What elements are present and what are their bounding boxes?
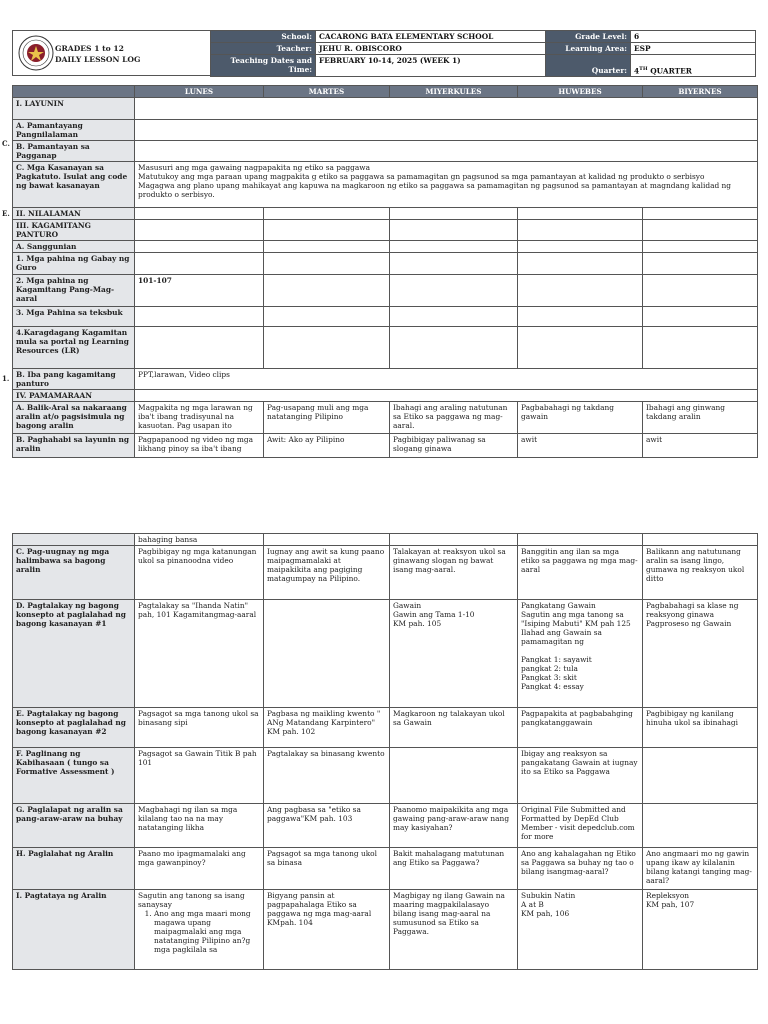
title-line2: DAILY LESSON LOG	[55, 55, 141, 64]
paghahabi-martes: Awit: Ako ay Pilipino	[264, 434, 390, 458]
paglalapat-martes: Ang pagbasa sa "etiko sa paggawa"KM pah. 103	[264, 804, 390, 848]
pagtalakay2-martes: Pagbasa ng maikling kwento " ANg Matandang Karpintero" KM pah. 102	[264, 708, 390, 748]
row-kagamitang-pang-mag-aaral: 2. Mga pahina ng Kagamitang Pang-Mag-aaral	[13, 275, 135, 307]
pagtalakay1-huwebes: Pangkatang Gawain Sagutin ang mga tanong sa "Isiping Mabuti" KM pah 125 Ilahad ang Gawain sa pamamagitan ng Pangkat 1: sayawit pangkat 2: tula Pangkat 3: skit Pangkat 4: essay	[518, 600, 643, 708]
paglalahat-miyerkules: Bakit mahalagang matutunan ang Etiko sa Paggawa?	[390, 848, 518, 890]
side-mark-c: C.	[2, 139, 10, 148]
side-mark-1: 1.	[2, 374, 10, 383]
day-header-miyerkules: MIYERKULES	[390, 86, 518, 98]
pagtalakay1-miyerkules: Gawain Gawin ang Tama 1-10 KM pah. 105	[390, 600, 518, 708]
kagamitang-pages-value: 101-107	[135, 275, 264, 307]
area-label: Learning Area:	[546, 43, 631, 55]
pag-uugnay-martes: Iugnay ang awit sa kung paano maipagmamalaki at maipakikita ang pagiging matagumpay na Pilipino.	[264, 546, 390, 600]
side-mark-e: E.	[2, 209, 10, 218]
paglalahat-lunes: Paano mo ipagmamalaki ang mga gawanpinoy?	[135, 848, 264, 890]
pag-uugnay-miyerkules: Talakayan at reaksyon ukol sa ginawang slogan ng bawat isang mag-aaral.	[390, 546, 518, 600]
paglinang-miyerkules	[390, 748, 518, 804]
title-line1: GRADES 1 to 12	[55, 44, 124, 53]
row-pag-uugnay: C. Pag-uugnay ng mga halimbawa sa bagong aralin	[13, 546, 135, 600]
pag-uugnay-huwebes: Banggitin ang ilan sa mga etiko sa paggawa ng mga mag-aaral	[518, 546, 643, 600]
quarter-value: 4TH QUARTER	[631, 55, 756, 77]
continued-text: bahaging bansa	[135, 534, 264, 546]
pagtataya-miyerkules: Magbigay ng ilang Gawain na maaring magpakilalasayo bilang isang mag-aaral na sumusunod sa Etiko sa Paggawa.	[390, 890, 518, 970]
pag-uugnay-biyernes: Balikann ang natutunang aralin sa isang lingo, gumawa ng reaksyon ukol ditto	[643, 546, 758, 600]
paghahabi-miyerkules: Pagbibigay paliwanag sa slogang ginawa	[390, 434, 518, 458]
balik-aral-biyernes: Ibahagi ang ginwang takdang aralin	[643, 402, 758, 434]
pagtataya-martes: Bigyang pansin at pagpapahalaga Etiko sa paggawa ng mga mag-aaral KMpah. 104	[264, 890, 390, 970]
paglalapat-huwebes: Original File Submitted and Formatted by DepEd Club Member - visit depedclub.com for more	[518, 804, 643, 848]
pagtalakay1-biyernes: Pagbabahagi sa klase ng reaksyong ginawa Pagproseso ng Gawain	[643, 600, 758, 708]
row-iba-pang-kagamitan: B. Iba pang kagamitang panturo	[13, 369, 135, 390]
teacher-label: Teacher:	[211, 43, 316, 55]
paglinang-biyernes	[643, 748, 758, 804]
row-paghahabi: B. Paghahabi sa layunin ng aralin	[13, 434, 135, 458]
row-paglinang: F. Paglinang ng Kabihasaan ( tungo sa Formative Assessment )	[13, 748, 135, 804]
pagtalakay1-martes	[264, 600, 390, 708]
pagtalakay1-lunes: Pagtalakay sa "Ihanda Natin" pah, 101 Kagamitangmag-aaral	[135, 600, 264, 708]
row-layunin: I. LAYUNIN	[13, 98, 135, 120]
row-sanggunian: A. Sanggunian	[13, 241, 135, 253]
row-nilalaman: II. NILALAMAN	[13, 208, 135, 220]
iba-pang-kagamitan-value: PPT,larawan, Video clips	[135, 369, 758, 390]
quarter-label: Quarter:	[546, 55, 631, 77]
day-header-lunes: LUNES	[135, 86, 264, 98]
row-gabay-ng-guro: 1. Mga pahina ng Gabay ng Guro	[13, 253, 135, 275]
pagtataya-biyernes: Repleksyon KM pah, 107	[643, 890, 758, 970]
paglinang-huwebes: Ibigay ang reaksyon sa pangakatang Gawain at iugnay ito sa Etiko sa Paggawa	[518, 748, 643, 804]
day-header-biyernes: BIYERNES	[643, 86, 758, 98]
balik-aral-huwebes: Pagbabahagi ng takdang gawain	[518, 402, 643, 434]
pagtalakay2-huwebes: Pagpapakita at pagbabahgin​g pangkatanggawain	[518, 708, 643, 748]
paglalahat-biyernes: Ano angmaari mo ng gawin upang ikaw ay kilalanin bilang katangi tanging mag-aaral?	[643, 848, 758, 890]
row-teksbuk: 3. Mga Pahina sa teksbuk	[13, 307, 135, 327]
school-label: School:	[211, 31, 316, 43]
paglinang-martes: Pagtalakay sa binasang kwento	[264, 748, 390, 804]
balik-aral-miyerkules: Ibahagi ang araling natutunan sa Etiko sa paggawa ng mag-aaral.	[390, 402, 518, 434]
paglinang-lunes: Pagsagot sa Gawain Titik B pah 101	[135, 748, 264, 804]
teacher-value: JEHU R. OBISCORO	[316, 43, 546, 55]
area-value: ESP	[631, 43, 756, 55]
paghahabi-lunes: Pagpapanood ng video ng mga likhang pinoy sa iba't ibang	[135, 434, 264, 458]
grade-value: 6	[631, 31, 756, 43]
pagtataya-lunes: Sagutin ang tanong sa isang sanaysay 1. Ano ang mga maari mong magawa upang maipagmalaki ang mga natatanging Pilipino an?g mga pagkilala sa	[135, 890, 264, 970]
row-pagtalakay-2: E. Pagtalakay ng bagong konsepto at paglalahad ng bagong kasanayan #2	[13, 708, 135, 748]
balik-aral-lunes: Magpakita ng mga larawan ng iba't ibang tradisyunal na kasuotan. Pag usapan ito	[135, 402, 264, 434]
pag-uugnay-lunes: Pagbibigay ng mga katanungan ukol sa pinanoodna video	[135, 546, 264, 600]
paglalahat-huwebes: Ano ang kahalagahan ng Etiko sa Paggawa sa buhay ng tao o bilang isangmag-aaral?	[518, 848, 643, 890]
day-header-martes: MARTES	[264, 86, 390, 98]
row-pamamaraan: IV. PAMAMARAAN	[13, 390, 135, 402]
balik-aral-martes: Pag-usapang muli ang mga natatanging Pilipino	[264, 402, 390, 434]
row-pamantayang-pangnilalaman: A. Pamantayang Pangnilalaman	[13, 120, 135, 141]
header-logo-box	[12, 30, 212, 76]
pagtalakay2-biyernes: Pagbibigay ng kanilang hinuha ukol sa ibinahagi	[643, 708, 758, 748]
row-balik-aral: A. Balik-Aral sa nakaraang aralin at/o pagsisimula ng bagong aralin	[13, 402, 135, 434]
paglalapat-biyernes	[643, 804, 758, 848]
kasanayan-content: Masusuri ang mga gawaing nagpapakita ng etiko sa paggawa Matutukoy ang mga paraan upang magpakita g etiko sa paggawa sa pamamagitan gn pagsunod sa mga pamantayan at kalidad ng produkto o serbisyo Magagwa ang plano upang mahikayat ang kapuwa na magkaroon ng etiko sa paggawa sa pamamagitan ng pagsunod sa pamantayan at magndang kalidad ng produkto o serbisyo.	[135, 162, 758, 208]
lesson-table-page1	[12, 85, 758, 458]
lesson-table-page2	[12, 533, 758, 970]
paglalapat-lunes: Magbahagi ng ilan sa mga kilalang tao na na may natatanging likha	[135, 804, 264, 848]
school-value: CACARONG BATA ELEMENTARY SCHOOL	[316, 31, 546, 43]
pagtalakay2-miyerkules: Magkaroon ng talakayan ukol sa Gawain	[390, 708, 518, 748]
row-paglalahat: H. Paglalahat ng Aralin	[13, 848, 135, 890]
row-pagtataya: I. Pagtataya ng Aralin	[13, 890, 135, 970]
paghahabi-huwebes: awit	[518, 434, 643, 458]
paglalahat-martes: Pagsagot sa mga tanong ukol sa binasa	[264, 848, 390, 890]
paghahabi-biyernes: awit	[643, 434, 758, 458]
pagtataya-huwebes: Subukin Natin A at B KM pah, 106	[518, 890, 643, 970]
deped-seal-icon	[18, 35, 54, 71]
row-pagtalakay-1: D. Pagtalakay ng bagong konsepto at paglalahad ng bagong kasanayan #1	[13, 600, 135, 708]
row-kasanayan: C. Mga Kasanayan sa Pagkatuto. Isulat ang code ng bawat kasanayan	[13, 162, 135, 208]
row-kagamitang-panturo: III. KAGAMITANG PANTURO	[13, 220, 135, 241]
pagtalakay2-lunes: Pagsagot sa mga tanong ukol sa binasang sipi	[135, 708, 264, 748]
header-info-table	[210, 30, 756, 77]
row-pamantayan-sa-pagganap: B. Pamantayan sa Pagganap	[13, 141, 135, 162]
grade-label: Grade Level:	[546, 31, 631, 43]
row-karagdagang-kagamitan: 4.Karagdagang Kagamitan mula sa portal ng Learning Resources (LR)	[13, 327, 135, 369]
blank-header	[13, 86, 135, 98]
day-header-huwebes: HUWEBES	[518, 86, 643, 98]
dates-label: Teaching Dates and Time:	[211, 55, 316, 77]
paglalapat-miyerkules: Paanomo maipakikita ang mga gawaing pang-araw-araw nang may kasiyahan?	[390, 804, 518, 848]
dates-value: FEBRUARY 10-14, 2025 (WEEK 1)	[316, 55, 546, 77]
row-paglalapat: G. Paglalapat ng aralin sa pang-araw-araw na buhay	[13, 804, 135, 848]
pagtataya-question: 1. Ano ang mga maari mong magawa upang maipagmalaki ang mga natatanging Pilipino an?g mga pagkilala sa	[154, 909, 260, 954]
